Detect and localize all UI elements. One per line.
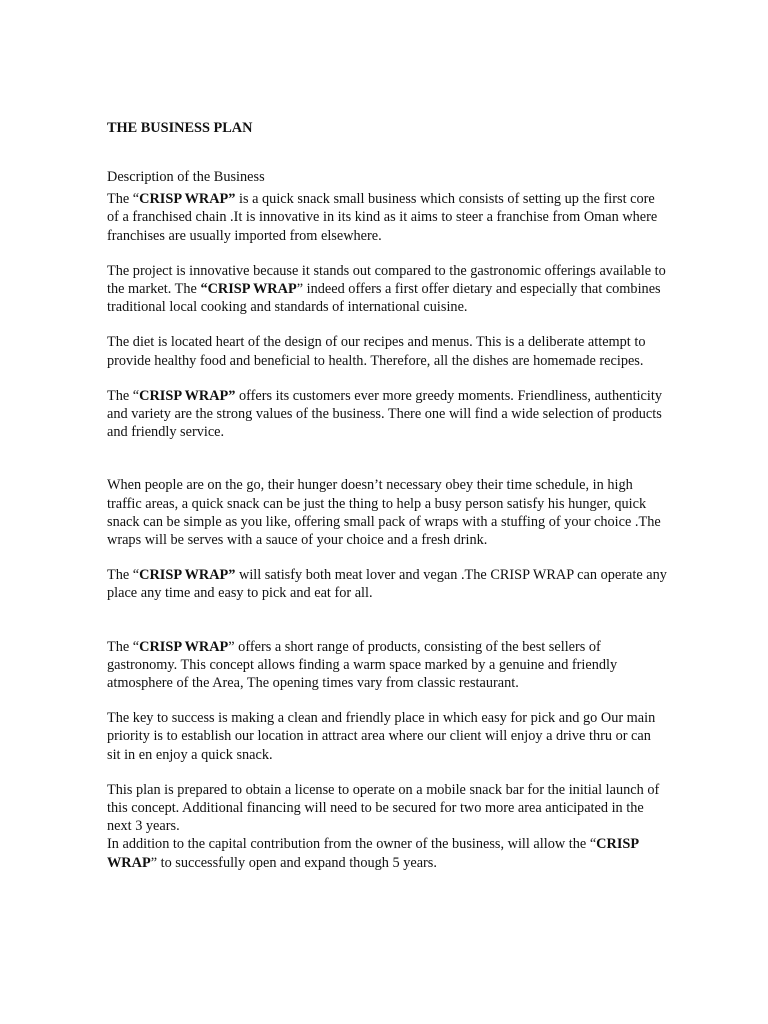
- brand-name: CRISP WRAP”: [139, 567, 236, 584]
- paragraph-intro: [107, 190, 667, 245]
- brand-name: CRISP WRAP”: [139, 387, 236, 404]
- paragraph-text: The “: [107, 567, 140, 584]
- paragraph-products: [107, 638, 667, 693]
- document-body: [107, 118, 667, 872]
- paragraph-text: The “: [107, 191, 140, 208]
- brand-name: CRISP WRAP: [107, 836, 639, 871]
- paragraph-innovation: [107, 262, 667, 317]
- paragraph-key-to-success: The key to success is making a clean and friendly place in which easy for pick and go Our main priority is to establish our location in attract area where our client will enjoy a drive thru or can sit in en enjoy a quick snack.: [107, 710, 656, 763]
- paragraph-text: offers its customers ever more greedy moments. Friendliness, authenticity and variety are the strong values of the business. There one will find a wide selection of products and friendly service.: [107, 387, 662, 441]
- paragraph-text: The “: [107, 638, 140, 655]
- paragraph-text: ” offers a short range of products, consisting of the best sellers of gastronomy. This concept allows finding a warm space marked by a genuine and friendly atmosphere of the Area, The opening times vary from classic restaurant.: [107, 638, 618, 692]
- section-heading: Description of the Business: [107, 169, 265, 185]
- paragraph-text: The project is innovative because it stands out compared to the gastronomic offerings available to the market. The: [107, 262, 666, 298]
- paragraph-text: ” to successfully open and expand though 5 years.: [150, 854, 437, 871]
- paragraph-diet: The diet is located heart of the design of our recipes and menus. This is a deliberate attempt to provide healthy food and beneficial to health. Therefore, all the dishes are homemade recipes.: [107, 334, 646, 369]
- brand-name: CRISP WRAP: [139, 638, 229, 655]
- paragraph-text: ” indeed offers a first offer dietary and especially that combines traditional local cooking and standards of international cuisine.: [107, 281, 661, 316]
- paragraph-values: [107, 387, 667, 442]
- paragraph-text: will satisfy both meat lover and vegan .The CRISP WRAP can operate any place any time and easy to pick and eat for all.: [107, 567, 667, 602]
- paragraph-financing: This plan is prepared to obtain a license to operate on a mobile snack bar for the initial launch of this concept. Additional financing will need to be secured for two more area anticipated in the next 3 years.: [107, 781, 660, 835]
- brand-name: CRISP WRAP”: [139, 191, 236, 208]
- document-title: THE BUSINESS PLAN: [107, 120, 253, 136]
- paragraph-text: is a quick snack small business which consists of setting up the first core of a franchised chain .It is innovative in its kind as it aims to steer a franchise from Oman where franchises are usually imported from elsewhere.: [107, 191, 658, 244]
- paragraph-text: In addition to the capital contribution from the owner of the business, will allow the “: [107, 836, 597, 853]
- paragraph-audience: [107, 566, 667, 602]
- paragraph-on-the-go: When people are on the go, their hunger doesn’t necessary obey their time schedule, in high traffic areas, a quick snack can be just the thing to help a busy person satisfy his hunger, quick snack can be simple as you like, offering small pack of wraps with a stuffing of your choice .The wraps will be serves with a sauce of your choice and a fresh drink.: [107, 477, 661, 549]
- brand-name: “CRISP WRAP: [200, 281, 297, 298]
- paragraph-capital: [107, 835, 667, 871]
- paragraph-text: The “: [107, 387, 140, 404]
